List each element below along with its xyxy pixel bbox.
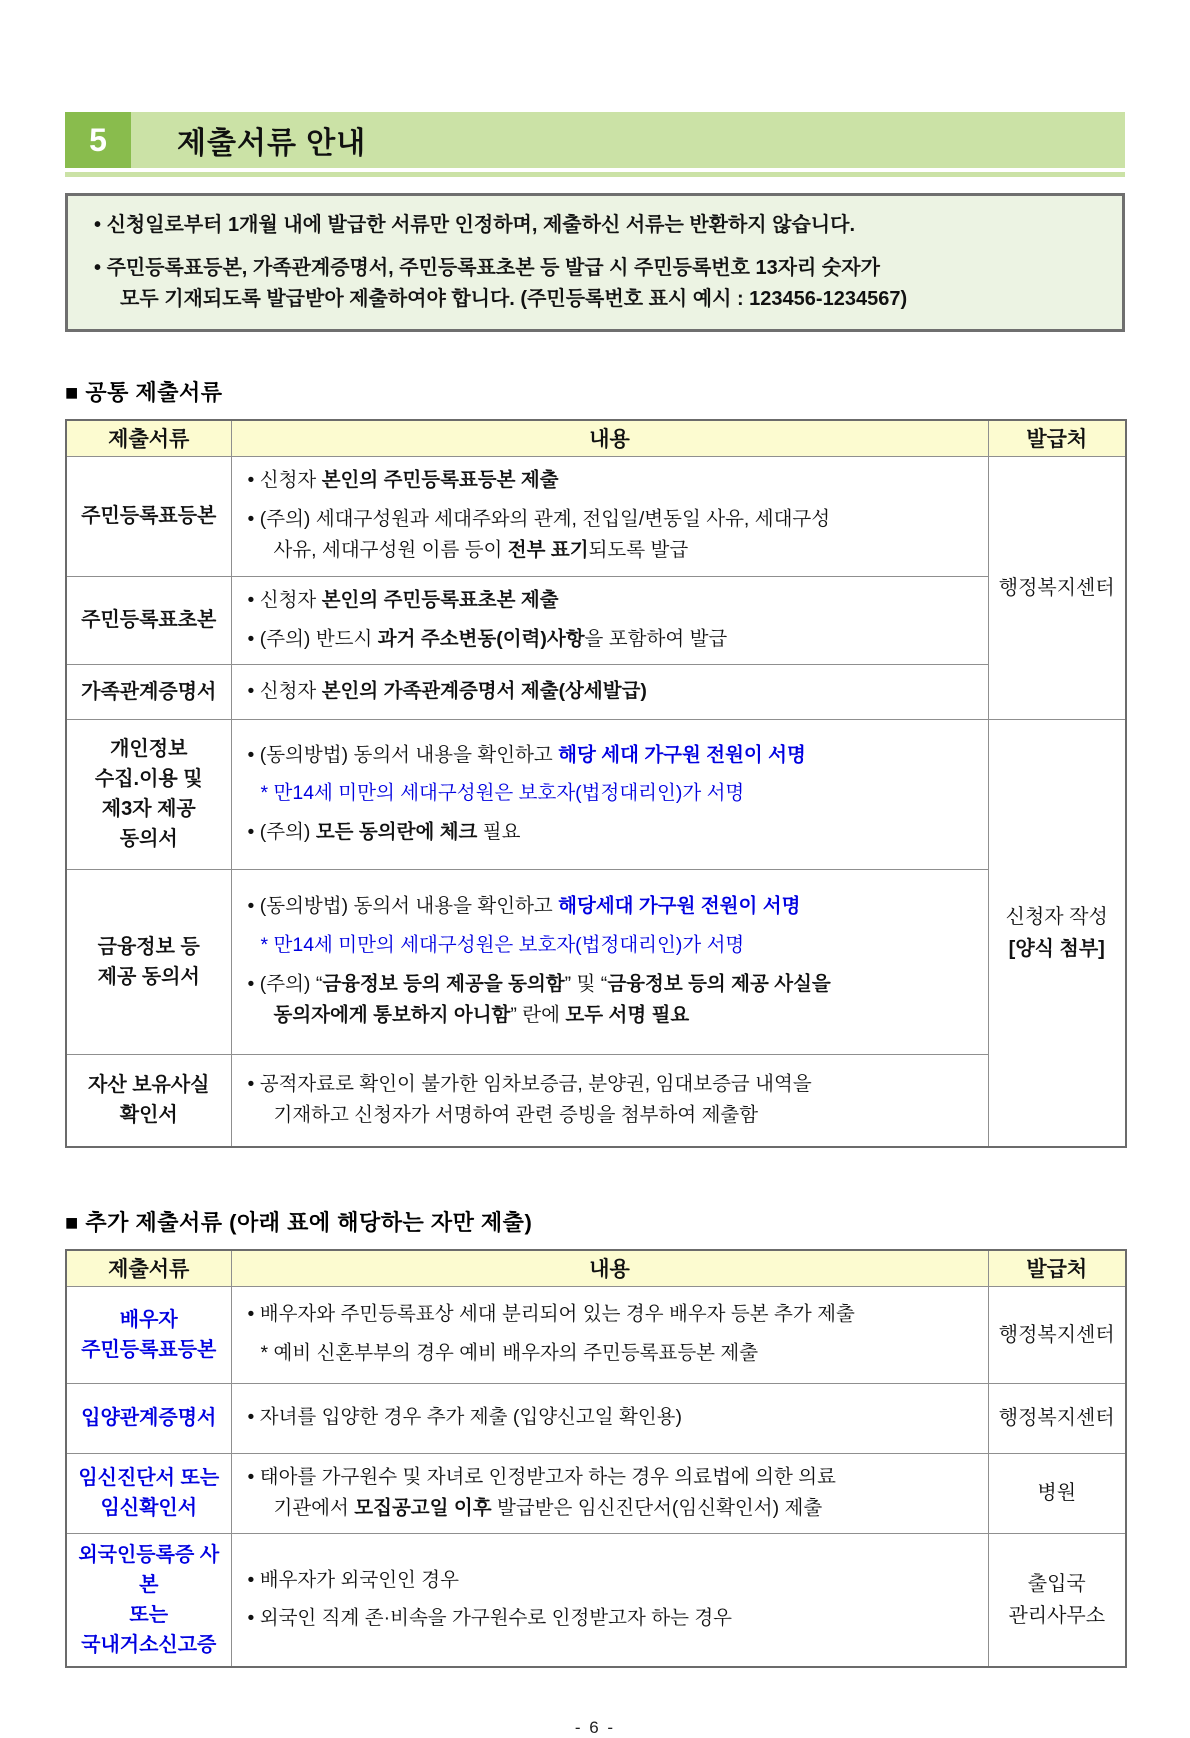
issuer-cell: 행정복지센터 bbox=[988, 1383, 1126, 1453]
additional-documents-table bbox=[65, 1249, 1127, 1668]
doc-name-cell: 금융정보 등 제공 동의서 bbox=[66, 869, 231, 1054]
table-row bbox=[66, 1533, 1126, 1667]
table-row bbox=[66, 664, 1126, 719]
subsection-title-additional: ■ 추가 제출서류 (아래 표에 해당하는 자만 제출) bbox=[65, 1210, 533, 1235]
notice-item: • 신청일로부터 1개월 내에 발급한 서류만 인정하며, 제출하신 서류는 반환하지 않습니다. bbox=[94, 214, 856, 236]
doc-name-cell: 가족관계증명서 bbox=[66, 664, 231, 719]
column-header-document: 제출서류 bbox=[66, 1250, 231, 1286]
table-header-row bbox=[66, 420, 1126, 456]
content-cell: • 배우자와 주민등록표상 세대 분리되어 있는 경우 배우자 등본 추가 제출 * 예비 신혼부부의 경우 예비 배우자의 주민등록표등본 제출 bbox=[231, 1286, 988, 1383]
issuer-cell: 신청자 작성 [양식 첨부] bbox=[988, 719, 1126, 1147]
table-row bbox=[66, 1054, 1126, 1147]
table-row bbox=[66, 1383, 1126, 1453]
content-cell: • 배우자가 외국인인 경우 • 외국인 직계 존·비속을 가구원수로 인정받고자 하는 경우 bbox=[231, 1533, 988, 1667]
section-number-badge: 5 bbox=[65, 112, 131, 168]
table-row bbox=[66, 719, 1126, 869]
doc-name-cell: 임신진단서 또는 임신확인서 bbox=[66, 1453, 231, 1533]
issuer-cell: 행정복지센터 bbox=[988, 1286, 1126, 1383]
content-cell: • 공적자료로 확인이 불가한 임차보증금, 분양권, 임대보증금 내역을 기재하고 신청자가 서명하여 관련 증빙을 첨부하여 제출함 bbox=[231, 1054, 988, 1147]
content-cell: • 자녀를 입양한 경우 추가 제출 (입양신고일 확인용) bbox=[231, 1383, 988, 1453]
content-cell: • 태아를 가구원수 및 자녀로 인정받고자 하는 경우 의료법에 의한 의료 기관에서 모집공고일 이후 발급받은 임신진단서(임신확인서) 제출 bbox=[231, 1453, 988, 1533]
notice-box bbox=[65, 193, 1125, 332]
page-number: - 6 - bbox=[574, 1717, 616, 1737]
doc-name-cell: 주민등록표초본 bbox=[66, 576, 231, 664]
content-cell: • 신청자 본인의 주민등록표초본 제출 • (주의) 반드시 과거 주소변동(이력)사항을 포함하여 발급 bbox=[231, 576, 988, 664]
column-header-content: 내용 bbox=[231, 420, 988, 456]
table-row bbox=[66, 1286, 1126, 1383]
issuer-cell: 출입국 관리사무소 bbox=[988, 1533, 1126, 1667]
column-header-issuer: 발급처 bbox=[988, 420, 1126, 456]
table-header-row bbox=[66, 1250, 1126, 1286]
content-cell: • 신청자 본인의 주민등록표등본 제출 • (주의) 세대구성원과 세대주와의 관계, 전입일/변동일 사유, 세대구성 사유, 세대구성원 이름 등이 전부 표기되도록 발급 bbox=[231, 456, 988, 576]
column-header-issuer: 발급처 bbox=[988, 1250, 1126, 1286]
issuer-cell: 병원 bbox=[988, 1453, 1126, 1533]
column-header-document: 제출서류 bbox=[66, 420, 231, 456]
common-documents-table bbox=[65, 419, 1127, 1148]
content-cell: • (동의방법) 동의서 내용을 확인하고 해당세대 가구원 전원이 서명 * 만14세 미만의 세대구성원은 보호자(법정대리인)가 서명 • (주의) “금융정보 등의 제공을 동의함” 및 “금융정보 등의 제공 사실을 동의자에게 통보하지 아니함” 란에 모두 서명 필요 bbox=[231, 869, 988, 1054]
doc-name-cell: 외국인등록증 사본 또는 국내거소신고증 bbox=[66, 1533, 231, 1667]
notice-item: • 주민등록표등본, 가족관계증명서, 주민등록표초본 등 발급 시 주민등록번호 13자리 숫자가 모두 기재되도록 발급받아 제출하여야 합니다. (주민등록번호 표시 예시 : 123456-1234567) bbox=[94, 257, 908, 310]
content-cell: • (동의방법) 동의서 내용을 확인하고 해당 세대 가구원 전원이 서명 * 만14세 미만의 세대구성원은 보호자(법정대리인)가 서명 • (주의) 모든 동의란에 체크 필요 bbox=[231, 719, 988, 869]
header-underline bbox=[65, 172, 1125, 177]
issuer-cell: 행정복지센터 bbox=[988, 456, 1126, 719]
doc-name-cell: 자산 보유사실 확인서 bbox=[66, 1054, 231, 1147]
column-header-content: 내용 bbox=[231, 1250, 988, 1286]
table-row bbox=[66, 1453, 1126, 1533]
table-row bbox=[66, 869, 1126, 1054]
table-row bbox=[66, 576, 1126, 664]
table-row bbox=[66, 456, 1126, 576]
page-title: 제출서류 안내 bbox=[177, 127, 367, 160]
content-cell: • 신청자 본인의 가족관계증명서 제출(상세발급) bbox=[231, 664, 988, 719]
doc-name-cell: 개인정보 수집.이용 및 제3자 제공 동의서 bbox=[66, 719, 231, 869]
doc-name-cell: 입양관계증명서 bbox=[66, 1383, 231, 1453]
doc-name-cell: 배우자 주민등록표등본 bbox=[66, 1286, 231, 1383]
subsection-title-common: ■ 공통 제출서류 bbox=[65, 380, 223, 405]
doc-name-cell: 주민등록표등본 bbox=[66, 456, 231, 576]
section-header-bar bbox=[65, 112, 1125, 168]
